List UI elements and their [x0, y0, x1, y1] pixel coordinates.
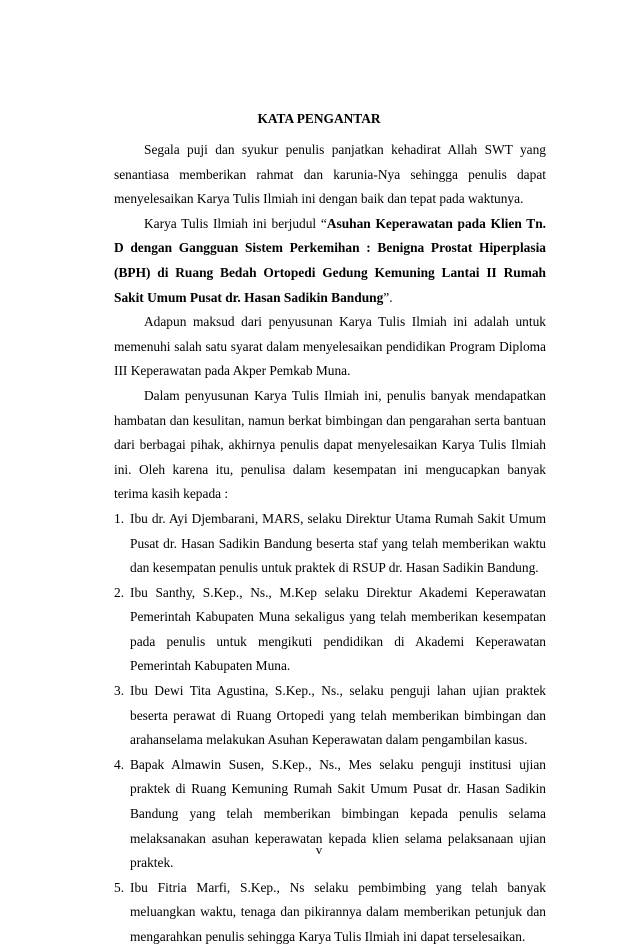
- list-item-number: 1.: [114, 510, 125, 526]
- acknowledgement-list: [114, 507, 546, 950]
- document-body: [114, 138, 546, 950]
- paragraph-opening: Segala puji dan syukur penulis panjatkan kehadirat Allah SWT yang senantiasa memberikan rahmat dan karunia-Nya sehingga penulis dapat menyelesaikan Karya Tulis Ilmiah ini dengan baik dan tepat pada waktunya.: [114, 142, 546, 207]
- list-item-number: 2.: [114, 584, 125, 600]
- list-item-number: 5.: [114, 879, 125, 895]
- list-item: [114, 679, 546, 753]
- list-item: [114, 876, 546, 950]
- page-title: KATA PENGANTAR: [257, 111, 381, 126]
- list-item-text: Ibu Dewi Tita Agustina, S.Kep., Ns., selaku penguji lahan ujian praktek beserta perawat di Ruang Ortopedi yang telah memberikan bimbingan dan arahanselama melakukan Asuhan Keperawatan dalam pengambilan kasus.: [130, 683, 546, 748]
- list-item-number: 4.: [114, 756, 125, 772]
- page-number: v: [315, 842, 323, 857]
- paragraph-thanks-intro: Dalam penyusunan Karya Tulis Ilmiah ini, penulis banyak mendapatkan hambatan dan kesulitan, namun berkat bimbingan dan pengarahan serta bantuan dari berbagai pihak, akhirnya penulis dapat menyelesaikan Karya Tulis Ilmiah ini. Oleh karena itu, penulisa dalam kesempatan ini mengucapkan banyak terima kasih kepada :: [114, 387, 546, 502]
- list-item: [114, 581, 546, 679]
- thesis-title: Asuhan Keperawatan pada Klien Tn. D dengan Gangguan Sistem Perkemihan : Benigna Prostat Hiperplasia (BPH) di Ruang Bedah Ortopedi Gedung Kemuning Lantai II Rumah Sakit Umum Pusat dr. Hasan Sadikin Bandung: [114, 215, 547, 305]
- title-statement-prefix: Karya Tulis Ilmiah ini berjudul “: [144, 215, 327, 231]
- list-item-number: 3.: [114, 683, 125, 699]
- list-item-text: Ibu dr. Ayi Djembarani, MARS, selaku Direktur Utama Rumah Sakit Umum Pusat dr. Hasan Sadikin Bandung beserta staf yang telah memberikan waktu dan kesempatan penulis untuk praktek di RSUP dr. Hasan Sadikin Bandung.: [130, 510, 546, 576]
- list-item-text: Ibu Fitria Marfi, S.Kep., Ns selaku pembimbing yang telah banyak meluangkan waktu, tenaga dan pikirannya dalam memberikan petunjuk dan mengarahkan penulis sehingga Karya Tulis Ilmiah ini dapat terselesaikan.: [130, 879, 546, 944]
- list-item: [114, 507, 546, 581]
- list-item-text: Ibu Santhy, S.Kep., Ns., M.Kep selaku Direktur Akademi Keperawatan Pemerintah Kabupaten Muna sekaligus yang telah memberikan kesempatan pada penulis untuk mengikuti pendidikan di Akademi Keperawatan Pemerintah Kabupaten Muna.: [130, 584, 546, 674]
- paragraph-title-statement: [114, 212, 546, 310]
- paragraph-purpose: Adapun maksud dari penyusunan Karya Tulis Ilmiah ini adalah untuk memenuhi salah satu syarat dalam menyelesaikan pendidikan Program Diploma III Keperawatan pada Akper Pemkab Muna.: [114, 314, 546, 379]
- title-statement-suffix: ”.: [383, 289, 393, 305]
- list-item-text: Bapak Almawin Susen, S.Kep., Ns., Mes selaku penguji institusi ujian praktek di Ruang Kemuning Rumah Sakit Umum Pusat dr. Hasan Sadikin Bandung yang telah memberikan bimbingan kepada penulis selama melaksanakan asuhan keperawatan kepada klien selama pelaksanaan ujian praktek.: [130, 756, 546, 871]
